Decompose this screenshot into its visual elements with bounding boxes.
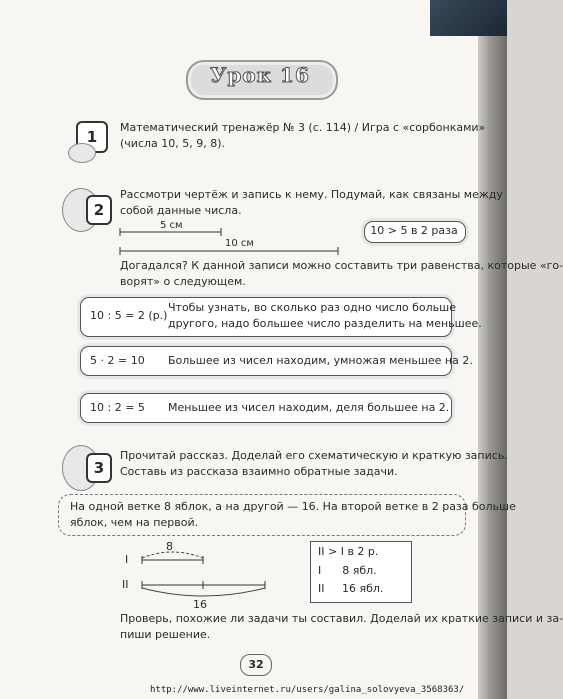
task-3-text-line2: Составь из рассказа взаимно обратные задачи.	[120, 465, 398, 478]
diagram-bottom-arc	[142, 588, 265, 596]
task-3-number: 3	[86, 453, 112, 483]
story-line1: На одной ветке 8 яблок, а на другой — 16. На второй ветке в 2 раза больше	[70, 500, 516, 513]
rule-3-equation: 10 : 2 = 5	[90, 401, 145, 414]
rule-2-equation: 5 · 2 = 10	[90, 354, 145, 367]
task-1-number: 1	[76, 121, 108, 153]
rule-2-text: Большее из чисел находим, умножая меньшее на 2.	[168, 354, 473, 367]
task-1-text-line2: (числа 10, 5, 9, 8).	[120, 137, 226, 150]
task-2-number: 2	[86, 195, 112, 225]
story-line2: яблок, чем на первой.	[70, 516, 199, 529]
task-3-text-line1: Прочитай рассказ. Доделай его схематическую и краткую запись.	[120, 449, 508, 462]
rule-3-text: Меньшее из чисел находим, деля большее на 2.	[168, 401, 450, 414]
guess-text-line1: Догадался? К данной записи можно составить три равенства, которые «го-	[120, 259, 563, 272]
footer-url: http://www.liveinternet.ru/users/galina_solovyeva_3568363/	[150, 685, 465, 695]
short-record-line2: I 8 ябл.	[318, 564, 377, 577]
segment-short-label: 5 см	[160, 220, 183, 231]
task-2-text-line2: собой данные числа.	[120, 204, 242, 217]
diagram-row1-label: I	[125, 553, 129, 566]
rule-1-text-line1: Чтобы узнать, во сколько раз одно число больше	[168, 301, 456, 314]
short-record-line1: II > I в 2 р.	[318, 545, 379, 558]
guess-text-line2: ворят» о следующем.	[120, 275, 246, 288]
lesson-title: Урок 16	[210, 63, 310, 87]
relation-text: 10 > 5 в 2 раза	[370, 224, 458, 237]
rule-1-equation: 10 : 5 = 2 (р.)	[90, 309, 168, 322]
page-number: 32	[240, 654, 272, 676]
task-2-text-line1: Рассмотри чертёж и запись к нему. Подумай, как связаны между	[120, 188, 503, 201]
check-text-line1: Проверь, похожие ли задачи ты составил. Доделай их краткие записи и за-	[120, 612, 563, 625]
diagram-top-arc	[142, 552, 203, 558]
task-1-text-line1: Математический тренажёр № 3 (с. 114) / Игра с «сорбонками»	[120, 121, 486, 134]
check-text-line2: пиши решение.	[120, 628, 211, 641]
segment-long-label: 10 см	[225, 238, 254, 249]
diagram-bottom-value: 16	[193, 598, 207, 611]
diagram-row2-label: II	[122, 578, 129, 591]
rule-1-text-line2: другого, надо большее число разделить на меньшее.	[168, 317, 482, 330]
diagram-top-value: 8	[166, 540, 173, 553]
short-record-line3: II 16 ябл.	[318, 582, 384, 595]
